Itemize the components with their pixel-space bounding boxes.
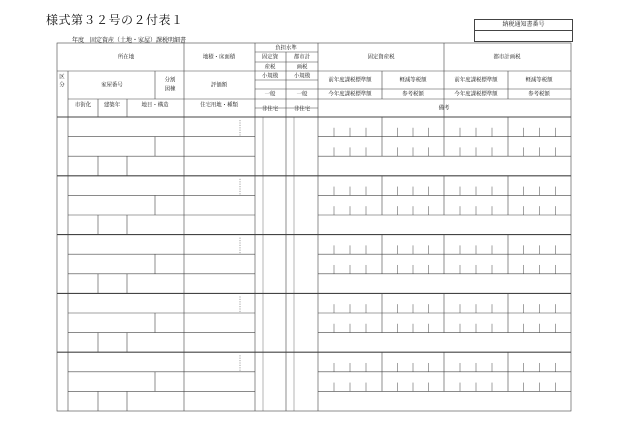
- kubun-header-2: 分: [59, 82, 65, 89]
- reduced-amount-header-2: 軽減等税額: [525, 77, 553, 84]
- reduced-amount-header-1: 軽減等税額: [399, 77, 427, 84]
- land-category-header: 地目・構造: [141, 102, 169, 109]
- table-border: [57, 43, 571, 411]
- city-planning-tax-header: 都市計画税: [493, 54, 521, 61]
- prev-standard-header-1: 前年度課税標準額: [328, 77, 372, 84]
- city-planning-tax-subheader-2: 画税: [296, 64, 308, 71]
- curr-standard-header-2: 今年度課税標準額: [454, 91, 498, 98]
- general-header-2: 一般: [296, 91, 308, 98]
- curr-standard-header-1: 今年度課税標準額: [328, 91, 372, 98]
- small-scale-header-2: 小規模: [293, 73, 311, 80]
- non-residential-header-1: 非住宅: [261, 106, 279, 113]
- ref-tax-header-2: 参考税額: [528, 91, 550, 98]
- fixed-asset-tax-subheader-2: 産税: [264, 64, 276, 71]
- prev-standard-header-2: 前年度課税標準額: [454, 77, 498, 84]
- urbanization-header: 市街化: [74, 102, 92, 109]
- general-header-1: 一般: [264, 91, 276, 98]
- residential-use-header: 住宅用地・種類: [200, 102, 238, 109]
- form-subtitle: 年度 固定資産（土地・家屋）課税明細書: [72, 37, 187, 44]
- non-residential-header-2: 非住宅: [293, 106, 311, 113]
- kubun-header-1: 区: [59, 74, 65, 81]
- build-year-header: 建築年: [103, 102, 121, 109]
- notice-number-label: 納税通知書番号: [475, 20, 572, 31]
- small-scale-header-1: 小規模: [261, 73, 279, 80]
- area-header: 地積・床面積: [202, 54, 236, 61]
- ref-tax-header-1: 参考税額: [402, 91, 424, 98]
- house-number-header: 家屋番号: [101, 82, 123, 89]
- location-header: 所在地: [117, 54, 135, 61]
- fixed-asset-tax-header: 固定資産税: [367, 54, 395, 61]
- remarks-header: 備考: [438, 105, 450, 112]
- bunbetsu-header-1: 分割: [164, 77, 176, 84]
- burden-level-header: 負担水準: [275, 45, 297, 52]
- city-planning-tax-subheader-1: 都市計: [293, 54, 311, 61]
- bunbetsu-header-2: 図棟: [164, 86, 176, 93]
- assessed-value-header: 評価額: [210, 82, 228, 89]
- fixed-asset-tax-subheader-1: 固定資: [261, 54, 279, 61]
- form-title: 様式第３２号の２付表１: [46, 13, 184, 27]
